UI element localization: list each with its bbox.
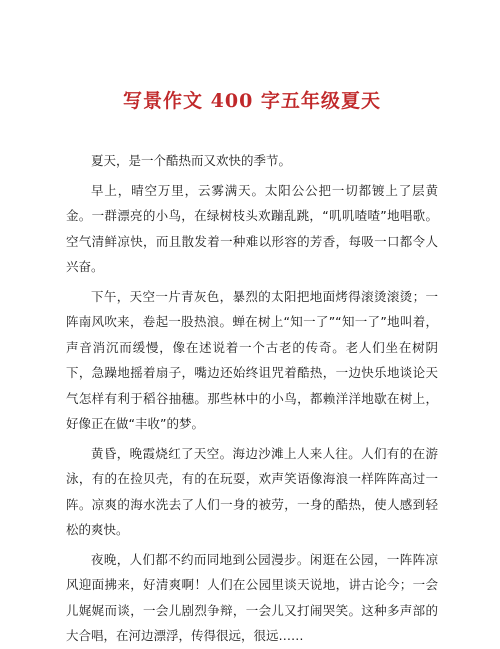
paragraph-2: 早上，晴空万里，云雾满天。太阳公公把一切都镀上了层黄金。一群漂亮的小鸟，在绿树枝头欢蹦乱跳，“叽叽喳喳”地唱歌。空气清鲜凉快，而且散发着一种难以形容的芳香，每吸一口都令人兴奋。: [66, 182, 438, 274]
document-title: 写景作文 400 字五年级夏天: [123, 90, 381, 112]
paragraph-1: 夏天，是一个酷热而又欢快的季节。: [91, 153, 292, 168]
paragraph-5: 夜晚，人们都不约而同地到公园漫步。闲逛在公园，一阵阵凉风迎面拂来，好清爽啊！人们在公园里谈天说地，讲古论今；一会儿娓娓而谈，一会儿剧烈争辩，一会儿又打闹哭笑。这种多声部的大合唱，在河边漂浮，传得很远，很远……: [66, 551, 438, 643]
paragraph-3: 下午，天空一片青灰色，暴烈的太阳把地面烤得滚烫滚烫；一阵南风吹来，卷起一股热浪。蝉在树上“知一了”“知一了”地叫着，声音消沉而缓慢，像在述说着一个古老的传奇。老人们坐在树阴下，急躁地摇着扇子，嘴边还始终诅咒着酷热，一边快乐地谈论天气怎样有利于稻谷抽穗。那些林中的小鸟，都赖洋洋地歇在树上，好像正在做“丰收”的梦。: [66, 288, 438, 431]
paragraph-4: 黄昏，晚霞烧红了天空。海边沙滩上人来人往。人们有的在游泳，有的在捡贝壳，有的在玩耍，欢声笑语像海浪一样阵阵高过一阵。凉爽的海水洗去了人们一身的被劳，一身的酷热，使人感到轻松的爽快。: [66, 445, 438, 537]
